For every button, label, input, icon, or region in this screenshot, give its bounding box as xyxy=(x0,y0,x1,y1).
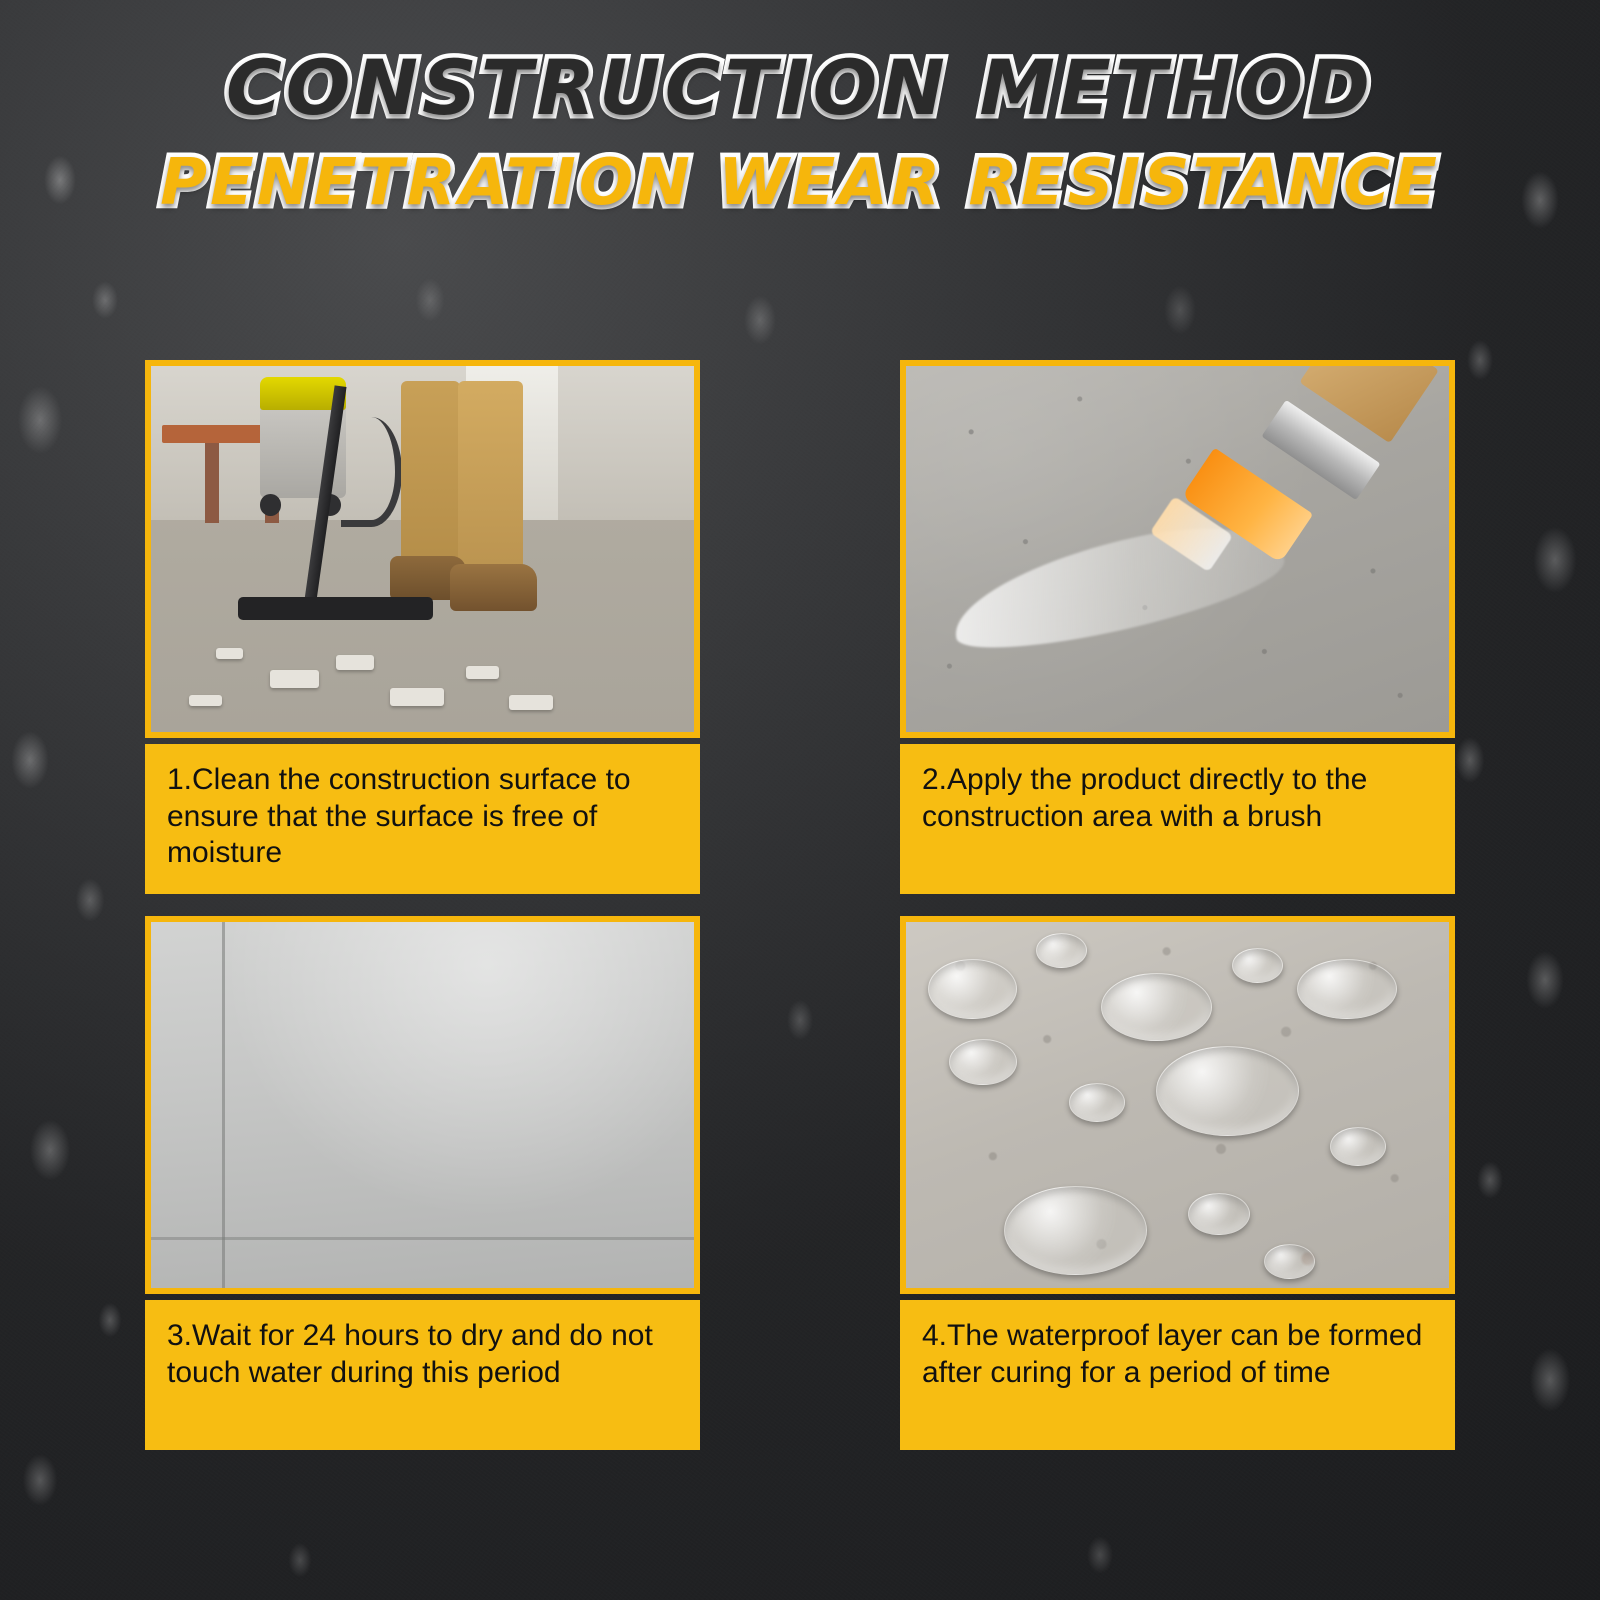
step-caption-3: 3.Wait for 24 hours to dry and do not touch water during this period xyxy=(145,1300,700,1450)
vacuum-cleaning-concrete-floor-photo xyxy=(145,360,700,738)
step-card-3 xyxy=(145,916,700,1450)
debris-shape xyxy=(390,688,444,706)
step-caption-4: 4.The waterproof layer can be formed after curing for a period of time xyxy=(900,1300,1455,1450)
water-bead-shape xyxy=(1264,1244,1315,1279)
vacuum-wheel-shape xyxy=(260,494,282,516)
debris-shape xyxy=(189,695,222,706)
floor-sheen-highlight xyxy=(151,922,694,1288)
water-bead-shape xyxy=(949,1039,1016,1085)
dry-grey-floor-photo xyxy=(145,916,700,1294)
floor-seam-vertical xyxy=(222,922,225,1288)
water-bead-shape xyxy=(1069,1083,1125,1122)
step-card-4 xyxy=(900,916,1455,1450)
water-beads-on-concrete-photo xyxy=(900,916,1455,1294)
step-card-2 xyxy=(900,360,1455,894)
water-bead-shape xyxy=(1036,933,1087,968)
water-bead-shape xyxy=(1330,1127,1386,1166)
floor-seam-horizontal xyxy=(151,1237,694,1240)
debris-shape xyxy=(336,655,374,670)
water-bead-shape xyxy=(1101,973,1212,1041)
water-bead-shape xyxy=(1232,948,1283,983)
water-bead-shape xyxy=(1188,1193,1250,1235)
debris-shape xyxy=(270,670,319,688)
vacuum-hose-shape xyxy=(341,417,402,526)
worker-leg-right-shape xyxy=(458,381,523,571)
steps-grid xyxy=(145,360,1455,1450)
debris-shape xyxy=(216,648,243,659)
poster-header xyxy=(0,43,1600,220)
water-bead-shape xyxy=(1156,1046,1299,1136)
worker-boot-right-shape xyxy=(450,564,537,612)
water-bead-shape xyxy=(1297,959,1397,1020)
water-bead-shape xyxy=(1004,1186,1147,1276)
water-bead-shape xyxy=(928,959,1017,1020)
worker-leg-left-shape xyxy=(401,381,461,564)
debris-shape xyxy=(509,695,552,710)
page-subtitle: PENETRATION WEAR RESISTANCE xyxy=(160,145,1440,220)
debris-shape xyxy=(466,666,499,679)
step-card-1 xyxy=(145,360,700,894)
vacuum-floor-head-shape xyxy=(238,597,433,621)
bench-leg-shape xyxy=(205,443,219,524)
step-caption-2: 2.Apply the product directly to the construction area with a brush xyxy=(900,744,1455,894)
step-caption-1: 1.Clean the construction surface to ensure that the surface is free of moisture xyxy=(145,744,700,894)
page-title: CONSTRUCTION METHOD xyxy=(225,43,1375,132)
brush-applying-coating-photo xyxy=(900,360,1455,738)
